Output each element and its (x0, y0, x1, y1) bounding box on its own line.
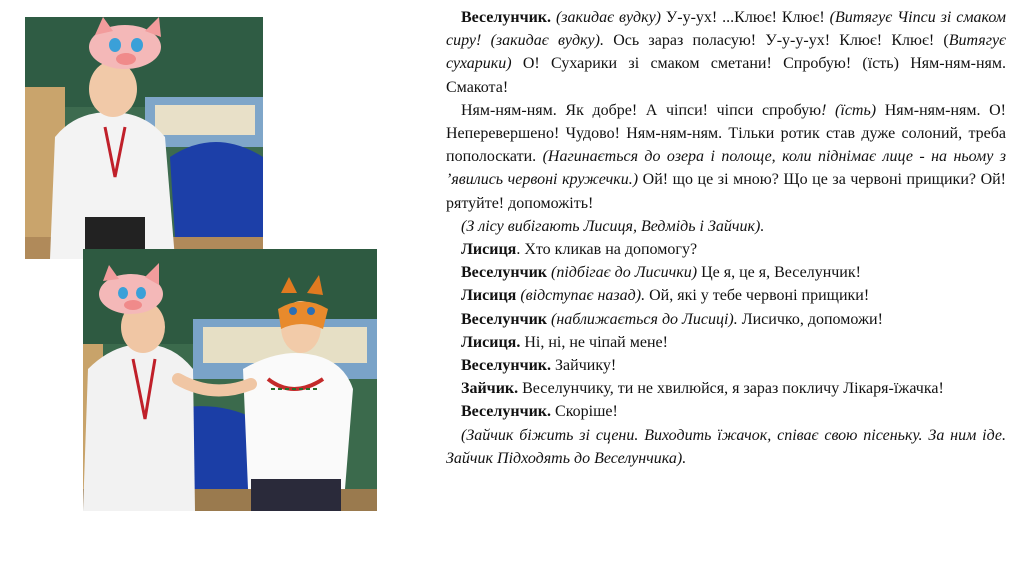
dialogue: О! Сухарики зі смаком сметани! Спробую! (їсть) Ням-ням-ням. Смакота! (446, 55, 1006, 96)
script-paragraph (446, 6, 1006, 99)
photo-boy-pig-mask (25, 17, 263, 259)
stage-direction: (З лісу вибігають Лисиця, Ведмідь і Зайчик). (461, 217, 765, 235)
script-paragraph (446, 308, 1006, 331)
speaker-name: Лисиця. (461, 333, 521, 351)
script-paragraph (446, 354, 1006, 377)
dialogue: Лисичко, допоможи! (737, 310, 883, 328)
script-paragraph (446, 400, 1006, 423)
stage-direction: (Витягує Чіпси зі смаком сиру! (закидає вудку). (446, 9, 1007, 50)
dialogue: Це я, це я, Веселунчик! (697, 264, 861, 282)
dialogue: Зайчику! (551, 357, 617, 375)
dialogue: Ням-ням-ням. О! Неперевершено! Чудово! Ням-ням-ням. Тільки ротик став дуже солоний, треба пополоскати. (446, 101, 1006, 166)
play-script (446, 6, 1006, 470)
stage-direction: (підбігає до Лисички) (547, 264, 698, 282)
dialogue: Ням-ням-ням. Як добре! А чіпси! чіпси спробую (461, 101, 822, 119)
dialogue: Ось зараз поласую! У-у-у-ух! Клює! Клює! ( (603, 32, 949, 50)
stage-direction: (відступає назад). (516, 287, 646, 305)
speaker-name: Зайчик. (461, 380, 519, 398)
dialogue: У-у-ух! ...Клює! Клює! (661, 9, 830, 26)
dialogue: Веселунчику, ти не хвилюйся, я зараз покличу Лікаря-їжачка! (518, 380, 944, 398)
speaker-name: Лисиця (461, 241, 517, 259)
stage-direction: (Зайчик біжить зі сцени. Виходить їжачок, співає свою пісеньку. За ним іде. Зайчик Підходять до Веселунчика). (446, 426, 1006, 467)
script-paragraph (446, 331, 1006, 354)
script-paragraph (446, 261, 1006, 284)
script-paragraph (446, 99, 1006, 215)
dialogue: Ні, ні, не чіпай мене! (520, 333, 668, 351)
dialogue: Скоріше! (551, 403, 618, 421)
stage-direction: Витягує сухарики) (446, 32, 1007, 73)
speaker-name: Веселунчик. (461, 357, 552, 375)
dialogue: Ой, які у тебе червоні прищики! (645, 287, 870, 305)
stage-direction: (наближається до Лисиці). (547, 310, 738, 328)
speaker-name: Веселунчик. (461, 403, 552, 421)
speaker-name: Лисиця (461, 287, 517, 305)
script-paragraph (446, 377, 1006, 400)
stage-direction: (Нагинається до озера і полоще, коли піднімає лице - на ньому з ’явились червоні кружечки.) (446, 148, 1007, 189)
stage-direction: (закидає вудку) (555, 9, 662, 26)
script-paragraph (446, 238, 1006, 261)
speaker-name: Веселунчик (461, 264, 548, 282)
stage-direction: ! (їсть) (821, 101, 877, 119)
speaker-name: Веселунчик. (461, 9, 552, 26)
script-paragraph (446, 284, 1006, 307)
photo-pig-and-fox-masks (83, 249, 377, 511)
dialogue: . Хто кликав на допомогу? (516, 241, 698, 259)
speaker-name: Веселунчик (461, 310, 548, 328)
dialogue: Ой! що це зі мною? Що це за червоні прищики? Ой! рятуйте! допоможіть! (446, 171, 1007, 212)
